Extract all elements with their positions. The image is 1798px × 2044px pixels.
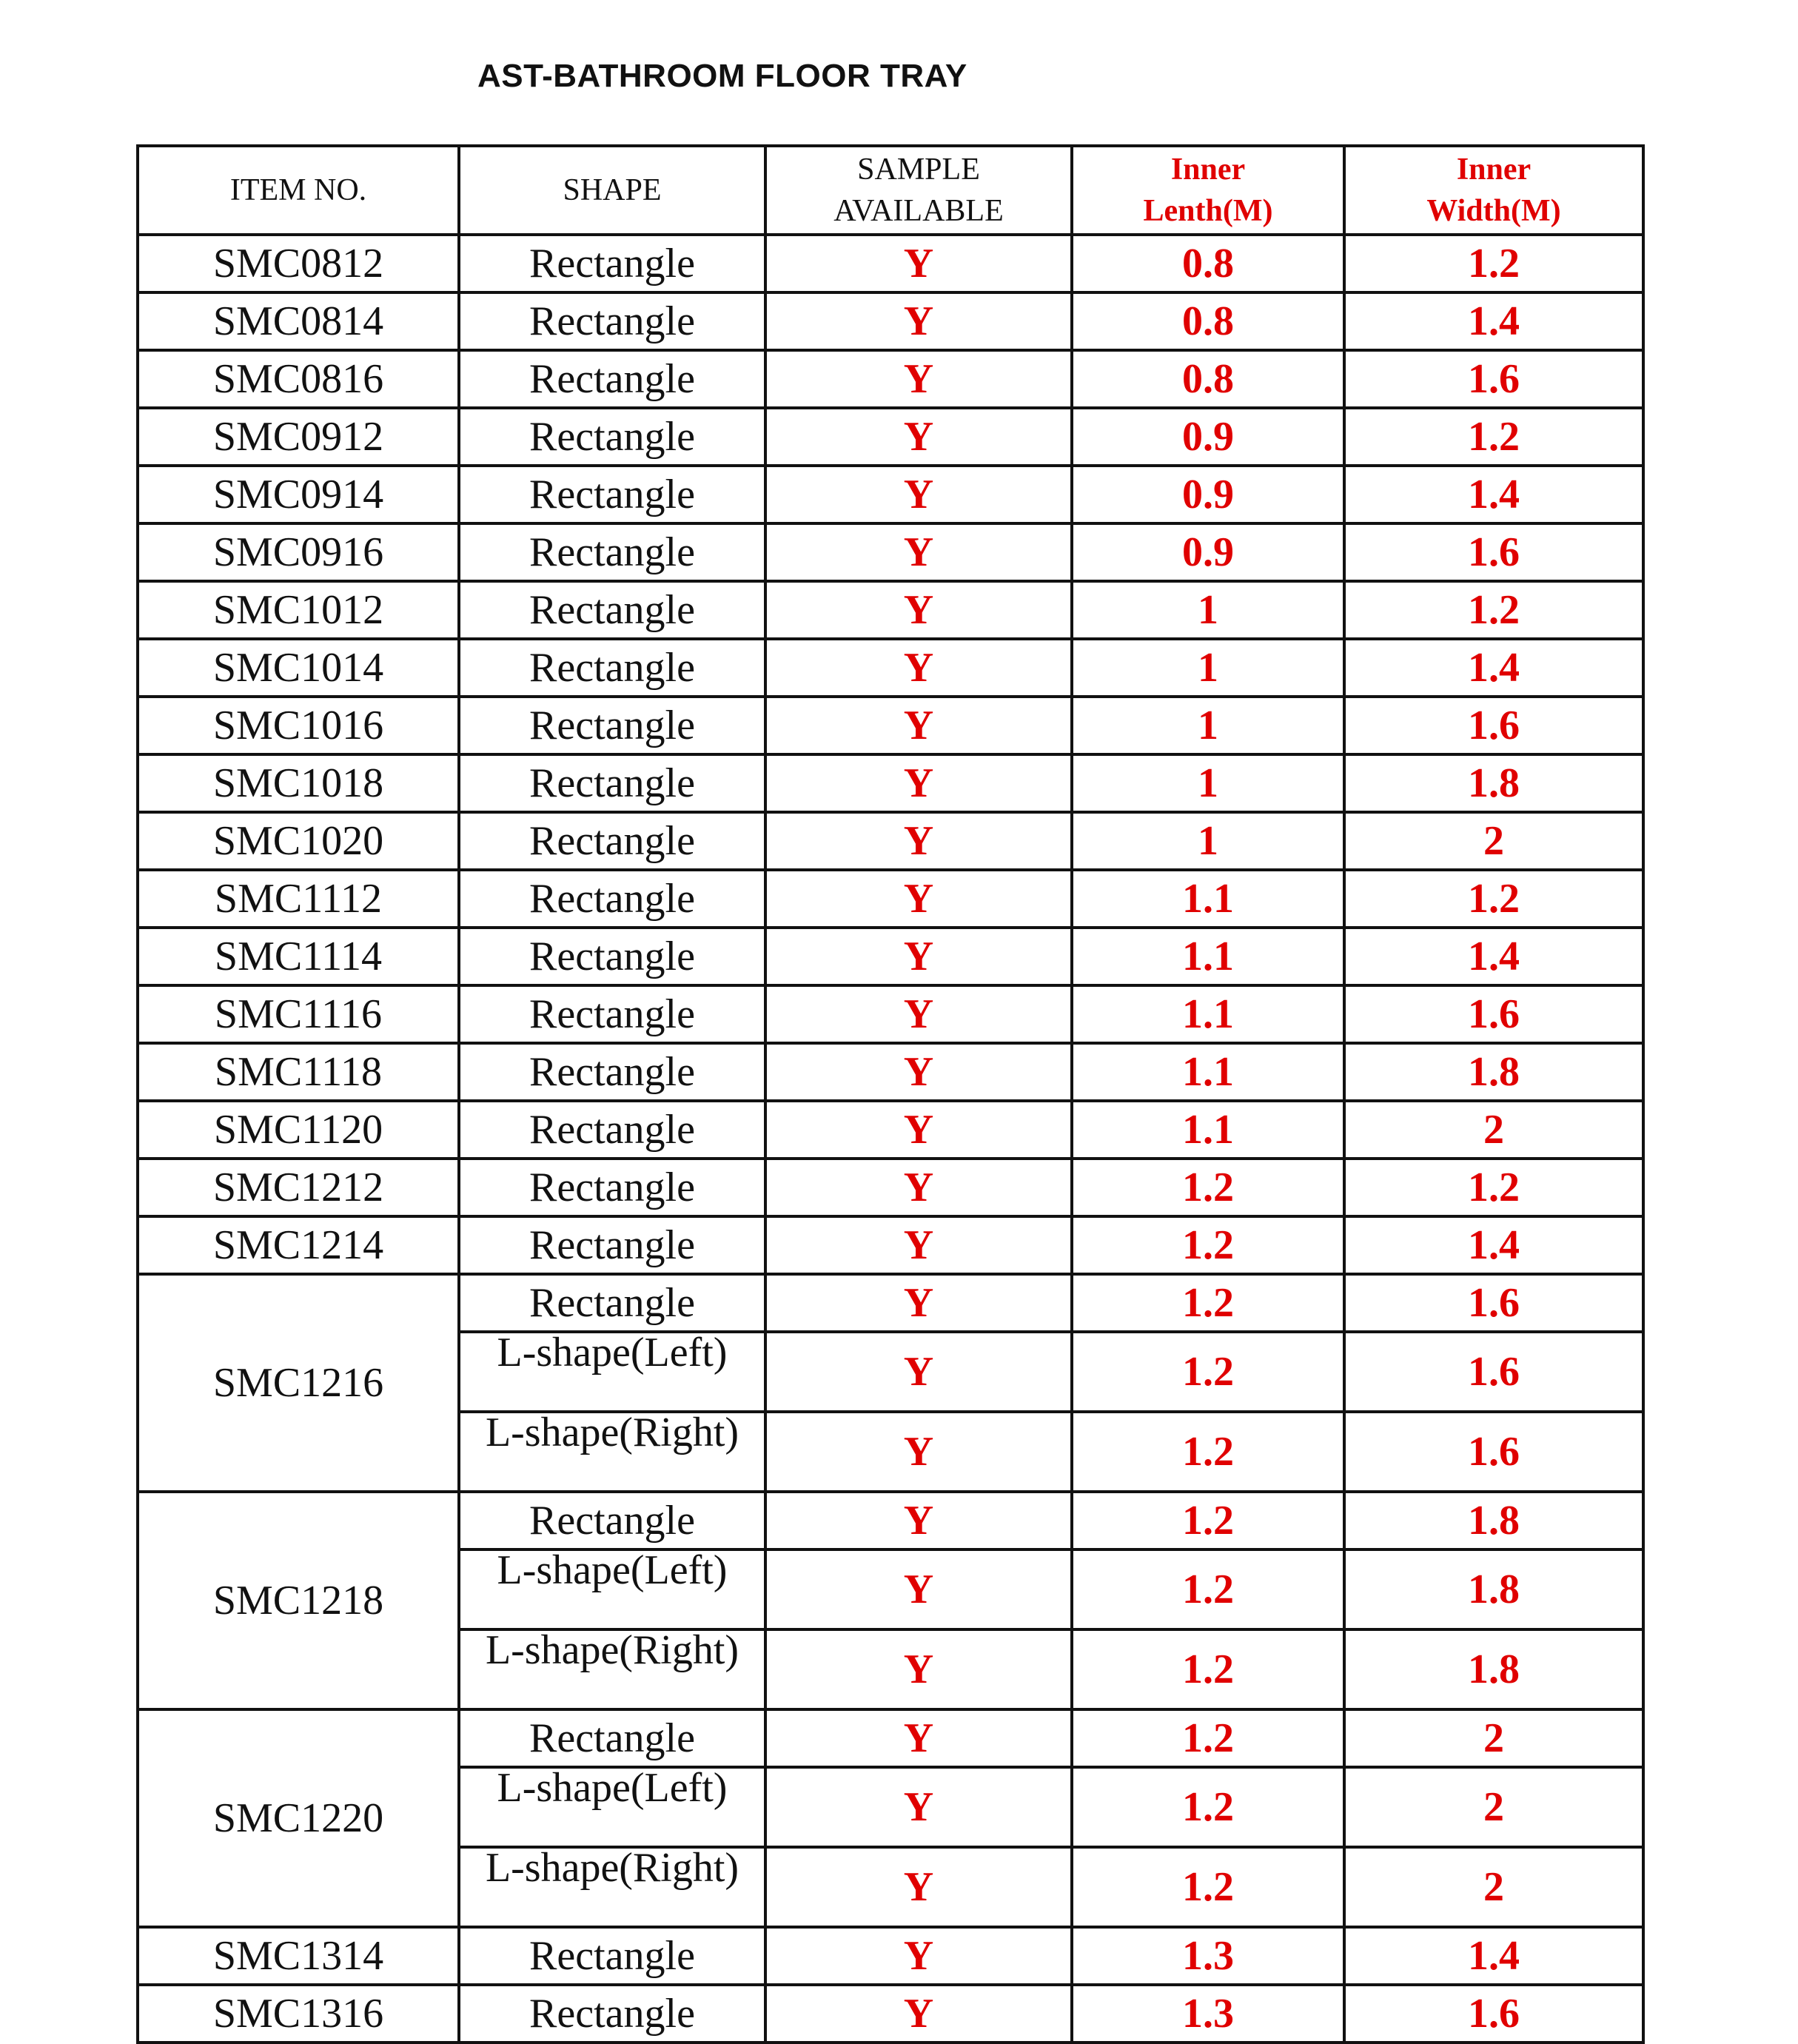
sample-available-cell: Y — [765, 1159, 1072, 1216]
sample-available-cell: Y — [765, 1549, 1072, 1629]
header-item-no: ITEM NO. — [138, 146, 459, 235]
item-no-cell: SMC1120 — [138, 1101, 459, 1159]
sample-available-cell: Y — [765, 292, 1072, 350]
item-no-cell: SMC0916 — [138, 523, 459, 581]
item-no-cell: SMC0914 — [138, 466, 459, 523]
item-no-cell: SMC1316 — [138, 1985, 459, 2043]
shape-cell: Rectangle — [459, 812, 765, 870]
inner-width-cell: 1.6 — [1344, 1985, 1643, 2043]
table-row — [138, 1709, 1643, 1767]
item-no-cell: SMC1212 — [138, 1159, 459, 1216]
table-row — [138, 754, 1643, 812]
sample-available-cell: Y — [765, 408, 1072, 466]
inner-width-cell: 1.4 — [1344, 1216, 1643, 1274]
sample-available-cell: Y — [765, 1216, 1072, 1274]
inner-length-cell: 1.1 — [1072, 870, 1344, 928]
table-row — [138, 639, 1643, 697]
inner-length-cell: 1.1 — [1072, 1043, 1344, 1101]
shape-cell: Rectangle — [459, 235, 765, 292]
sample-available-cell: Y — [765, 1101, 1072, 1159]
item-no-cell: SMC1020 — [138, 812, 459, 870]
sample-available-cell: Y — [765, 581, 1072, 639]
sample-available-cell: Y — [765, 1709, 1072, 1767]
table-row — [138, 870, 1643, 928]
inner-length-cell: 1.3 — [1072, 1985, 1344, 2043]
sample-available-cell: Y — [765, 812, 1072, 870]
shape-cell: Rectangle — [459, 928, 765, 985]
inner-width-cell: 2 — [1344, 1101, 1643, 1159]
shape-cell: L-shape(Left) — [459, 1549, 765, 1629]
sample-available-cell: Y — [765, 1274, 1072, 1332]
inner-width-cell: 1.6 — [1344, 523, 1643, 581]
inner-length-cell: 0.9 — [1072, 523, 1344, 581]
table-row — [138, 1101, 1643, 1159]
header-sample-available: SAMPLE AVAILABLE — [765, 146, 1072, 235]
sample-available-cell: Y — [765, 697, 1072, 754]
shape-cell: Rectangle — [459, 1709, 765, 1767]
inner-width-cell: 1.6 — [1344, 1274, 1643, 1332]
shape-cell: Rectangle — [459, 523, 765, 581]
table-row — [138, 1927, 1643, 1985]
sample-available-cell: Y — [765, 928, 1072, 985]
table-row — [138, 928, 1643, 985]
shape-cell: Rectangle — [459, 408, 765, 466]
table-row — [138, 697, 1643, 754]
item-no-cell: SMC1014 — [138, 639, 459, 697]
inner-width-cell: 1.2 — [1344, 235, 1643, 292]
inner-length-cell: 1.2 — [1072, 1709, 1344, 1767]
inner-length-cell: 0.9 — [1072, 408, 1344, 466]
shape-cell: Rectangle — [459, 1216, 765, 1274]
item-no-cell: SMC1112 — [138, 870, 459, 928]
shape-cell: Rectangle — [459, 1927, 765, 1985]
inner-width-cell: 2 — [1344, 1709, 1643, 1767]
inner-length-cell: 1.1 — [1072, 928, 1344, 985]
inner-width-cell: 1.8 — [1344, 1043, 1643, 1101]
item-no-cell: SMC1218 — [138, 1492, 459, 1709]
table-row — [138, 812, 1643, 870]
item-no-cell: SMC1114 — [138, 928, 459, 985]
table-row — [138, 1274, 1643, 1332]
shape-cell: Rectangle — [459, 870, 765, 928]
inner-width-cell: 1.6 — [1344, 697, 1643, 754]
shape-cell: Rectangle — [459, 1043, 765, 1101]
sample-available-cell: Y — [765, 1985, 1072, 2043]
inner-length-cell: 0.8 — [1072, 235, 1344, 292]
sample-available-cell: Y — [765, 1629, 1072, 1709]
header-shape: SHAPE — [459, 146, 765, 235]
table-row — [138, 523, 1643, 581]
item-no-cell: SMC1116 — [138, 985, 459, 1043]
inner-width-cell: 2 — [1344, 812, 1643, 870]
sample-available-cell: Y — [765, 1043, 1072, 1101]
shape-cell: Rectangle — [459, 1101, 765, 1159]
table-row — [138, 350, 1643, 408]
item-no-cell: SMC0812 — [138, 235, 459, 292]
table-row — [138, 408, 1643, 466]
inner-length-cell: 1.2 — [1072, 1492, 1344, 1549]
item-no-cell: SMC0816 — [138, 350, 459, 408]
table-row — [138, 1492, 1643, 1549]
item-no-cell: SMC1012 — [138, 581, 459, 639]
item-no-cell: SMC0912 — [138, 408, 459, 466]
shape-cell: Rectangle — [459, 639, 765, 697]
inner-length-cell: 1 — [1072, 581, 1344, 639]
inner-width-cell: 1.2 — [1344, 1159, 1643, 1216]
inner-length-cell: 1.2 — [1072, 1629, 1344, 1709]
inner-length-cell: 1.2 — [1072, 1216, 1344, 1274]
table-row — [138, 985, 1643, 1043]
table-row — [138, 292, 1643, 350]
item-no-cell: SMC1220 — [138, 1709, 459, 1927]
header-row — [138, 146, 1643, 235]
sample-available-cell: Y — [765, 1767, 1072, 1847]
inner-length-cell: 1.3 — [1072, 1927, 1344, 1985]
sample-available-cell: Y — [765, 1412, 1072, 1492]
inner-width-cell: 1.6 — [1344, 985, 1643, 1043]
shape-cell: L-shape(Right) — [459, 1629, 765, 1709]
sample-available-cell: Y — [765, 1927, 1072, 1985]
table-row — [138, 1043, 1643, 1101]
table-row — [138, 1985, 1643, 2043]
shape-cell: Rectangle — [459, 1159, 765, 1216]
inner-width-cell: 1.8 — [1344, 754, 1643, 812]
shape-cell: L-shape(Right) — [459, 1412, 765, 1492]
shape-cell: Rectangle — [459, 1274, 765, 1332]
shape-cell: Rectangle — [459, 1985, 765, 2043]
item-no-cell: SMC1118 — [138, 1043, 459, 1101]
document-title: AST-BATHROOM FLOOR TRAY — [477, 58, 967, 94]
inner-width-cell: 1.2 — [1344, 408, 1643, 466]
inner-length-cell: 1.2 — [1072, 1412, 1344, 1492]
inner-length-cell: 0.9 — [1072, 466, 1344, 523]
shape-cell: L-shape(Left) — [459, 1332, 765, 1412]
inner-length-cell: 1.1 — [1072, 1101, 1344, 1159]
shape-cell: Rectangle — [459, 1492, 765, 1549]
item-no-cell: SMC1314 — [138, 1927, 459, 1985]
inner-length-cell: 1.2 — [1072, 1159, 1344, 1216]
inner-width-cell: 1.8 — [1344, 1629, 1643, 1709]
inner-length-cell: 1 — [1072, 754, 1344, 812]
item-no-cell: SMC0814 — [138, 292, 459, 350]
inner-width-cell: 1.6 — [1344, 1332, 1643, 1412]
shape-cell: L-shape(Left) — [459, 1767, 765, 1847]
table-row — [138, 1159, 1643, 1216]
shape-cell: Rectangle — [459, 292, 765, 350]
sample-available-cell: Y — [765, 466, 1072, 523]
inner-length-cell: 1.1 — [1072, 985, 1344, 1043]
shape-cell: Rectangle — [459, 350, 765, 408]
floor-tray-table — [136, 144, 1645, 2044]
sample-available-cell: Y — [765, 985, 1072, 1043]
sample-available-cell: Y — [765, 1332, 1072, 1412]
inner-length-cell: 1.2 — [1072, 1332, 1344, 1412]
table-row — [138, 1216, 1643, 1274]
sample-available-cell: Y — [765, 754, 1072, 812]
inner-length-cell: 1 — [1072, 812, 1344, 870]
item-no-cell: SMC1016 — [138, 697, 459, 754]
sample-available-cell: Y — [765, 350, 1072, 408]
sample-available-cell: Y — [765, 639, 1072, 697]
inner-length-cell: 1.2 — [1072, 1549, 1344, 1629]
table-row — [138, 466, 1643, 523]
shape-cell: Rectangle — [459, 754, 765, 812]
sample-available-cell: Y — [765, 1847, 1072, 1927]
shape-cell: Rectangle — [459, 466, 765, 523]
table-row — [138, 235, 1643, 292]
sample-available-cell: Y — [765, 1492, 1072, 1549]
shape-cell: Rectangle — [459, 697, 765, 754]
inner-length-cell: 1 — [1072, 697, 1344, 754]
shape-cell: L-shape(Right) — [459, 1847, 765, 1927]
inner-width-cell: 2 — [1344, 1847, 1643, 1927]
sample-available-cell: Y — [765, 523, 1072, 581]
inner-width-cell: 1.4 — [1344, 928, 1643, 985]
sample-available-cell: Y — [765, 235, 1072, 292]
inner-width-cell: 1.6 — [1344, 350, 1643, 408]
inner-width-cell: 1.8 — [1344, 1549, 1643, 1629]
inner-length-cell: 1.2 — [1072, 1767, 1344, 1847]
inner-width-cell: 1.4 — [1344, 639, 1643, 697]
inner-length-cell: 0.8 — [1072, 292, 1344, 350]
inner-length-cell: 1.2 — [1072, 1847, 1344, 1927]
table-row — [138, 581, 1643, 639]
item-no-cell: SMC1216 — [138, 1274, 459, 1492]
item-no-cell: SMC1018 — [138, 754, 459, 812]
inner-width-cell: 1.2 — [1344, 870, 1643, 928]
inner-width-cell: 2 — [1344, 1767, 1643, 1847]
header-inner-width: Inner Width(M) — [1344, 146, 1643, 235]
item-no-cell: SMC1214 — [138, 1216, 459, 1274]
shape-cell: Rectangle — [459, 985, 765, 1043]
inner-length-cell: 1 — [1072, 639, 1344, 697]
inner-width-cell: 1.6 — [1344, 1412, 1643, 1492]
inner-width-cell: 1.2 — [1344, 581, 1643, 639]
inner-width-cell: 1.4 — [1344, 466, 1643, 523]
shape-cell: Rectangle — [459, 581, 765, 639]
header-inner-length: Inner Lenth(M) — [1072, 146, 1344, 235]
inner-length-cell: 1.2 — [1072, 1274, 1344, 1332]
inner-width-cell: 1.4 — [1344, 292, 1643, 350]
inner-width-cell: 1.4 — [1344, 1927, 1643, 1985]
sample-available-cell: Y — [765, 870, 1072, 928]
inner-length-cell: 0.8 — [1072, 350, 1344, 408]
inner-width-cell: 1.8 — [1344, 1492, 1643, 1549]
